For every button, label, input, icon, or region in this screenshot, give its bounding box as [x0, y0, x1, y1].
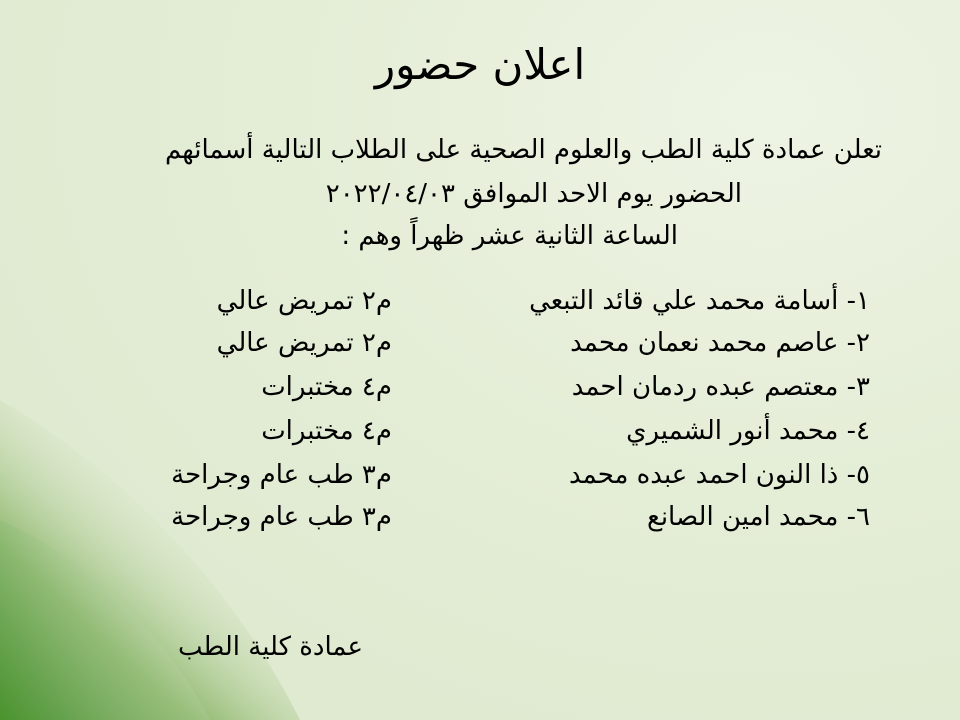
student-department: م٣ طب عام وجراحة: [171, 460, 392, 490]
student-department: م٤ مختبرات: [261, 416, 392, 446]
announcement-line-1: تعلن عمادة كلية الطب والعلوم الصحية على الطلاب التالية أسمائهم: [164, 135, 882, 165]
student-department: م٣ طب عام وجراحة: [171, 502, 392, 532]
student-name: ١- أسامة محمد علي قائد التبعي: [529, 286, 870, 316]
student-department: م٤ مختبرات: [261, 372, 392, 402]
student-name: ٥- ذا النون احمد عبده محمد: [569, 460, 870, 490]
student-row: [0, 416, 960, 458]
student-row: [0, 286, 960, 328]
announcement-line-3: الساعة الثانية عشر ظهراً وهم :: [341, 221, 678, 251]
student-name: ٤- محمد أنور الشميري: [626, 416, 870, 446]
student-name: ٦- محمد امين الصانع: [646, 502, 870, 532]
student-row: [0, 502, 960, 544]
student-row: [0, 372, 960, 414]
signature-dean-office: عمادة كلية الطب: [178, 632, 363, 662]
student-row: [0, 460, 960, 502]
slide-title: اعلان حضور: [374, 40, 586, 89]
student-department: م٢ تمريض عالي: [216, 328, 392, 358]
student-name: ٣- معتصم عبده ردمان احمد: [571, 372, 870, 402]
student-list: [0, 286, 960, 546]
announcement-line-2: الحضور يوم الاحد الموافق ٢٠٢٢/٠٤/٠٣: [325, 179, 742, 209]
student-row: [0, 328, 960, 370]
student-name: ٢- عاصم محمد نعمان محمد: [570, 328, 870, 358]
student-department: م٢ تمريض عالي: [216, 286, 392, 316]
